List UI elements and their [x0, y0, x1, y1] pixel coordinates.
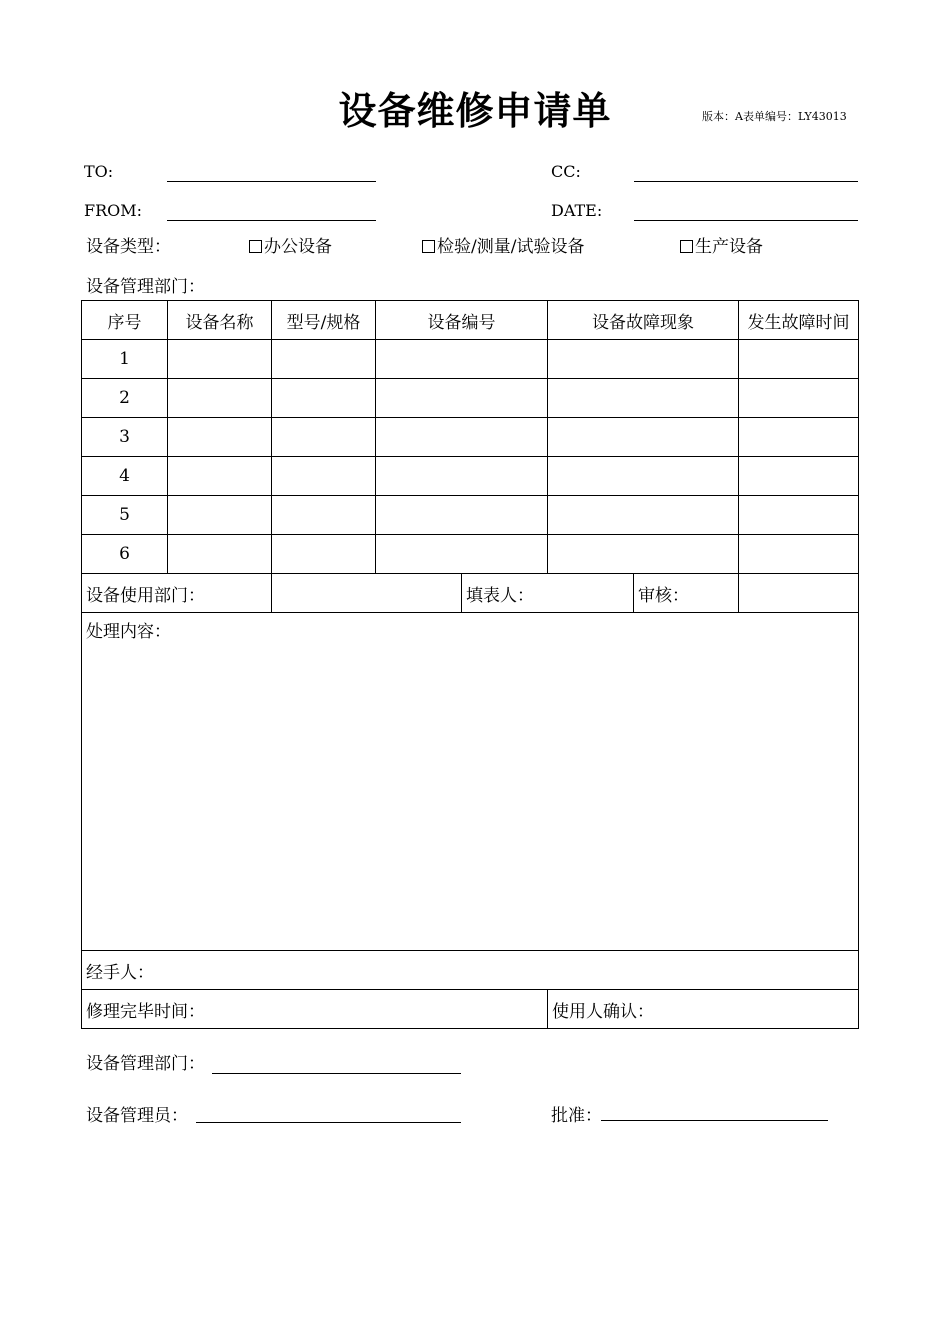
- cell-fault-description[interactable]: [548, 418, 739, 457]
- management-dept-label: 设备管理部门：: [86, 277, 205, 297]
- equipment-type-label: 设备类型：: [86, 237, 171, 257]
- processing-content-label: 处理内容：: [86, 622, 171, 642]
- option-label: 办公设备: [264, 237, 332, 257]
- footer-dept-label: 设备管理部门：: [86, 1054, 205, 1074]
- cell-equipment-name[interactable]: [168, 457, 272, 496]
- cell-fault-time[interactable]: [739, 496, 859, 535]
- header-index: 序号: [82, 301, 168, 340]
- cell-fault-time[interactable]: [739, 457, 859, 496]
- footer-manager-label: 设备管理员：: [86, 1106, 188, 1126]
- cell-equipment-number[interactable]: [376, 457, 548, 496]
- info-row: [82, 574, 859, 613]
- reviewer-label: 审核：: [634, 574, 739, 613]
- finish-row: [82, 990, 859, 1029]
- from-field[interactable]: [167, 220, 376, 221]
- table-row: [82, 535, 859, 574]
- handler-row: [82, 951, 859, 990]
- option-test-equipment[interactable]: [422, 232, 584, 257]
- finish-time-label[interactable]: 修理完毕时间：: [82, 990, 548, 1029]
- cell-fault-description[interactable]: [548, 379, 739, 418]
- date-label: DATE:: [551, 201, 603, 220]
- option-label: 生产设备: [695, 237, 763, 257]
- footer-approve-field[interactable]: [601, 1120, 828, 1121]
- header-fault-time: 发生故障时间: [739, 301, 859, 340]
- filler-label: 填表人：: [462, 574, 634, 613]
- cell-fault-time[interactable]: [739, 418, 859, 457]
- cell-model[interactable]: [272, 457, 376, 496]
- header-equipment-name: 设备名称: [168, 301, 272, 340]
- use-dept-label: 设备使用部门：: [82, 574, 272, 613]
- equipment-table: [81, 300, 859, 1029]
- cell-model[interactable]: [272, 340, 376, 379]
- cc-label: CC:: [551, 162, 581, 181]
- cell-model[interactable]: [272, 496, 376, 535]
- use-dept-field[interactable]: [272, 574, 462, 613]
- cc-field[interactable]: [634, 181, 858, 182]
- reviewer-field[interactable]: [739, 574, 859, 613]
- page-title: 设备维修申请单: [338, 89, 612, 133]
- row-index: 1: [82, 340, 168, 379]
- to-label: TO:: [84, 162, 114, 181]
- form-version: 版本：A表单编号：LY43013: [702, 110, 847, 123]
- cell-equipment-name[interactable]: [168, 379, 272, 418]
- cell-model[interactable]: [272, 379, 376, 418]
- content-row: [82, 613, 859, 951]
- footer-manager-field[interactable]: [196, 1122, 461, 1123]
- table-row: [82, 496, 859, 535]
- from-label: FROM:: [84, 201, 143, 220]
- cell-model[interactable]: [272, 418, 376, 457]
- handler-label[interactable]: 经手人：: [82, 951, 859, 990]
- row-index: 5: [82, 496, 168, 535]
- cell-equipment-name[interactable]: [168, 496, 272, 535]
- header-equipment-number: 设备编号: [376, 301, 548, 340]
- table-row: [82, 379, 859, 418]
- checkbox-icon[interactable]: [249, 240, 262, 253]
- to-field[interactable]: [167, 181, 376, 182]
- row-index: 2: [82, 379, 168, 418]
- cell-equipment-number[interactable]: [376, 418, 548, 457]
- checkbox-icon[interactable]: [422, 240, 435, 253]
- option-production-equipment[interactable]: [680, 232, 763, 257]
- table-row: [82, 418, 859, 457]
- footer-approve-label: 批准：: [551, 1106, 602, 1126]
- table-row: [82, 457, 859, 496]
- table-header-row: [82, 301, 859, 340]
- cell-fault-description[interactable]: [548, 457, 739, 496]
- cell-equipment-number[interactable]: [376, 379, 548, 418]
- cell-equipment-number[interactable]: [376, 496, 548, 535]
- cell-fault-time[interactable]: [739, 379, 859, 418]
- cell-fault-description[interactable]: [548, 340, 739, 379]
- processing-content[interactable]: [82, 613, 859, 951]
- cell-fault-description[interactable]: [548, 535, 739, 574]
- cell-fault-description[interactable]: [548, 496, 739, 535]
- row-index: 4: [82, 457, 168, 496]
- row-index: 6: [82, 535, 168, 574]
- cell-equipment-number[interactable]: [376, 340, 548, 379]
- cell-fault-time[interactable]: [739, 535, 859, 574]
- header-fault-description: 设备故障现象: [548, 301, 739, 340]
- cell-model[interactable]: [272, 535, 376, 574]
- header-model: 型号/规格: [272, 301, 376, 340]
- option-office-equipment[interactable]: [249, 232, 332, 257]
- date-field[interactable]: [634, 220, 858, 221]
- user-confirm-label[interactable]: 使用人确认：: [548, 990, 859, 1029]
- cell-fault-time[interactable]: [739, 340, 859, 379]
- footer-dept-field[interactable]: [212, 1073, 461, 1074]
- row-index: 3: [82, 418, 168, 457]
- option-label: 检验/测量/试验设备: [437, 237, 585, 257]
- cell-equipment-number[interactable]: [376, 535, 548, 574]
- cell-equipment-name[interactable]: [168, 418, 272, 457]
- table-row: [82, 340, 859, 379]
- checkbox-icon[interactable]: [680, 240, 693, 253]
- cell-equipment-name[interactable]: [168, 535, 272, 574]
- cell-equipment-name[interactable]: [168, 340, 272, 379]
